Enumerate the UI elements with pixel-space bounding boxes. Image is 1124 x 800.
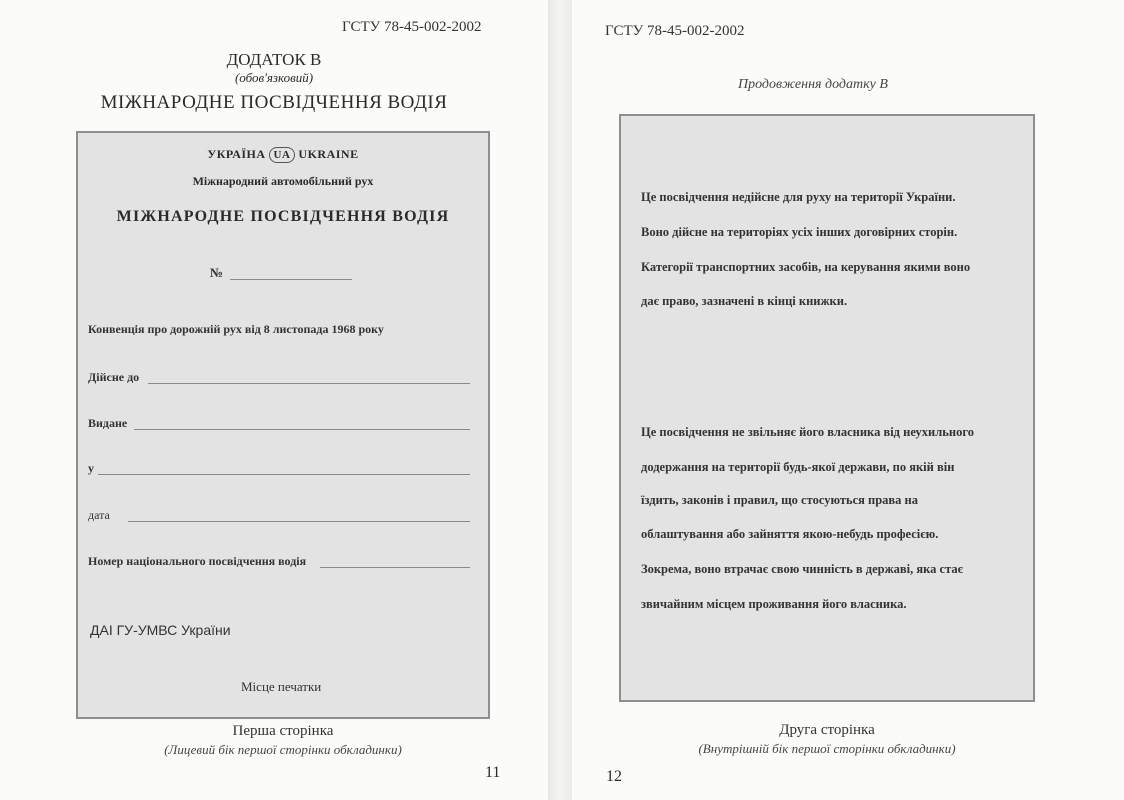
- paragraph1-line: Воно дійсне на територіях усіх інших договірних сторін.: [641, 225, 958, 239]
- card-subtitle: Міжнародний автомобільний рух: [192, 174, 374, 188]
- paragraph2-line: додержання на території будь-якої держави, по якій він: [641, 460, 955, 474]
- right-page: [572, 0, 1124, 800]
- card-title: МІЖНАРОДНЕ ПОСВІДЧЕННЯ ВОДІЯ: [116, 208, 450, 225]
- paragraph1-line: Це посвідчення недійсне для руху на території України.: [641, 190, 956, 204]
- issued-line: [134, 429, 470, 430]
- paragraph2-line: їздить, законів і правил, що стосуються права на: [641, 493, 919, 507]
- issuer-text: ДАІ ГУ-УМВС України: [90, 622, 231, 638]
- country-en: UKRAINE: [298, 147, 359, 161]
- card-country-line: [78, 147, 488, 163]
- right-caption-sub: (Внутрішній бік першої сторінки обкладинки): [698, 741, 956, 756]
- standard-code-right: ГСТУ 78-45-002-2002: [605, 23, 745, 39]
- number-label: №: [210, 265, 224, 280]
- appendix-status: (обов'язковий): [234, 70, 314, 85]
- paragraph2-line: звичайним місцем проживання його власника.: [641, 597, 907, 611]
- standard-code-left: ГСТУ 78-45-002-2002: [342, 19, 482, 35]
- book-gutter: [548, 0, 572, 800]
- issued-label: Видане: [88, 416, 128, 430]
- place-label: у: [88, 461, 94, 475]
- left-caption-sub: (Лицевий бік першої сторінки обкладинки): [164, 742, 402, 757]
- national-license-line: [320, 567, 470, 568]
- paragraph1-line: дає право, зазначені в кінці книжки.: [641, 294, 848, 308]
- national-license-label: Номер національного посвідчення водія: [88, 554, 307, 568]
- place-line: [98, 474, 470, 475]
- number-line: [230, 279, 352, 280]
- license-cover-card: [76, 131, 490, 719]
- document-title: МІЖНАРОДНЕ ПОСВІДЧЕННЯ ВОДІЯ: [100, 92, 448, 113]
- license-inner-card: [619, 114, 1035, 702]
- paragraph2-line: Це посвідчення не звільняє його власника від неухильного: [641, 425, 974, 439]
- continuation-title: Продовження додатку В: [738, 77, 888, 92]
- valid-until-label: Дійсне до: [88, 370, 140, 384]
- page-number-11: 11: [485, 764, 501, 781]
- appendix-title: ДОДАТОК В: [226, 50, 322, 69]
- date-line: [128, 521, 470, 522]
- stamp-place-text: Місце печатки: [241, 679, 322, 694]
- convention-text: Конвенція про дорожній рух від 8 листопада 1968 року: [88, 322, 384, 336]
- right-caption: Друга сторінка: [779, 722, 875, 738]
- ua-country-badge-icon: UA: [269, 147, 296, 163]
- left-caption: Перша сторінка: [232, 723, 334, 739]
- paragraph2-line: облаштування або зайняття якою-небудь професією.: [641, 527, 939, 541]
- valid-until-line: [148, 383, 470, 384]
- paragraph2-line: Зокрема, воно втрачає свою чинність в державі, яка стає: [641, 562, 964, 576]
- country-ua: УКРАЇНА: [207, 147, 266, 161]
- left-page: [0, 0, 548, 800]
- page-number-12: 12: [606, 768, 622, 785]
- paragraph1-line: Категорії транспортних засобів, на керування якими воно: [641, 260, 971, 274]
- date-label: дата: [88, 508, 110, 522]
